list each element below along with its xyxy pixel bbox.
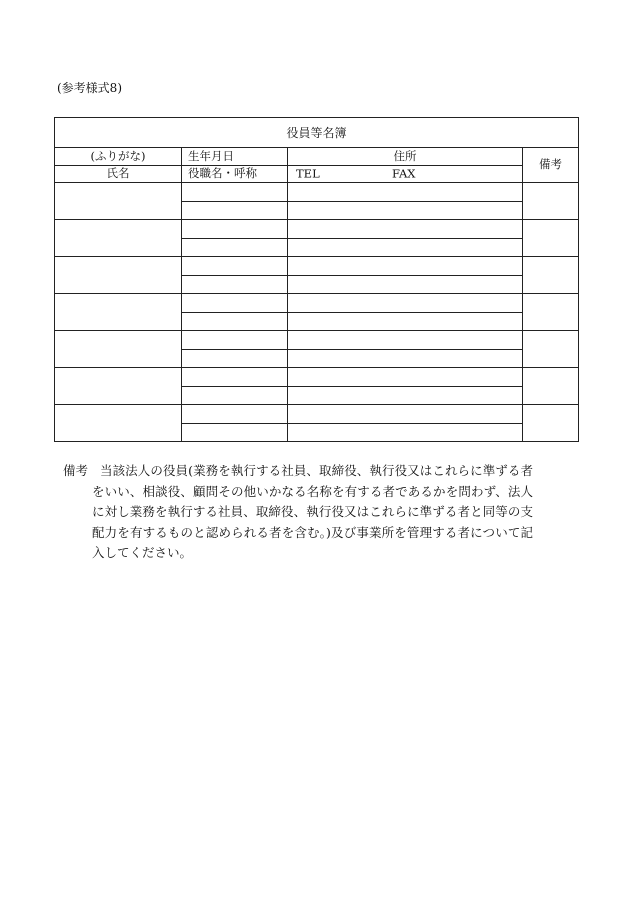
name-cell[interactable] <box>55 405 182 442</box>
remarks-text: 当該法人の役員(業務を執行する社員、取締役、執行役又はこれらに準ずる者をいい、相談役、顧問その他いかなる名称を有する者であるかを問わず、法人に対し業務を執行する社員、取締役、執行役又はこれらに準ずる者と同等の支配力を有するものと認められる者を含む。)及び事業所を管理する者について記入してください。 <box>92 463 533 560</box>
position-cell[interactable] <box>182 423 288 442</box>
name-cell[interactable] <box>55 183 182 220</box>
address-cell[interactable] <box>288 405 523 424</box>
table-row <box>55 220 579 239</box>
header-tel-fax <box>288 165 523 183</box>
name-cell[interactable] <box>55 294 182 331</box>
header-position: 役職名・呼称 <box>182 165 288 183</box>
address-cell[interactable] <box>288 257 523 276</box>
tel-fax-cell[interactable] <box>288 275 523 294</box>
remarks-cell[interactable] <box>523 405 579 442</box>
address-cell[interactable] <box>288 220 523 239</box>
birthdate-cell[interactable] <box>182 257 288 276</box>
tel-fax-cell[interactable] <box>288 312 523 331</box>
birthdate-cell[interactable] <box>182 183 288 202</box>
tel-fax-cell[interactable] <box>288 349 523 368</box>
table-row <box>55 294 579 313</box>
table-row <box>55 405 579 424</box>
position-cell[interactable] <box>182 312 288 331</box>
name-cell[interactable] <box>55 257 182 294</box>
form-label: (参考様式8) <box>57 81 122 95</box>
tel-fax-cell[interactable] <box>288 386 523 405</box>
table-row <box>55 331 579 350</box>
tel-fax-cell[interactable] <box>288 423 523 442</box>
position-cell[interactable] <box>182 349 288 368</box>
officer-roster-table <box>54 117 579 442</box>
position-cell[interactable] <box>182 386 288 405</box>
remarks-cell[interactable] <box>523 257 579 294</box>
name-cell[interactable] <box>55 331 182 368</box>
remarks-cell[interactable] <box>523 368 579 405</box>
table-row <box>55 368 579 387</box>
tel-fax-cell[interactable] <box>288 238 523 257</box>
position-cell[interactable] <box>182 201 288 220</box>
position-cell[interactable] <box>182 275 288 294</box>
birthdate-cell[interactable] <box>182 331 288 350</box>
header-birthdate: 生年月日 <box>182 148 288 166</box>
header-fax: FAX <box>392 166 416 180</box>
table-row <box>55 257 579 276</box>
header-furigana: (ふりがな) <box>55 148 182 166</box>
address-cell[interactable] <box>288 183 523 202</box>
position-cell[interactable] <box>182 238 288 257</box>
birthdate-cell[interactable] <box>182 405 288 424</box>
address-cell[interactable] <box>288 331 523 350</box>
table-row <box>55 183 579 202</box>
address-cell[interactable] <box>288 368 523 387</box>
remarks-cell[interactable] <box>523 294 579 331</box>
birthdate-cell[interactable] <box>182 220 288 239</box>
header-remarks: 備考 <box>523 148 579 183</box>
name-cell[interactable] <box>55 220 182 257</box>
name-cell[interactable] <box>55 368 182 405</box>
birthdate-cell[interactable] <box>182 294 288 313</box>
address-cell[interactable] <box>288 294 523 313</box>
birthdate-cell[interactable] <box>182 368 288 387</box>
header-tel: TEL <box>296 166 320 180</box>
remarks-cell[interactable] <box>523 183 579 220</box>
remarks-label: 備考 <box>63 463 89 478</box>
remarks-cell[interactable] <box>523 220 579 257</box>
header-name: 氏名 <box>55 165 182 183</box>
header-address: 住所 <box>288 148 523 166</box>
tel-fax-cell[interactable] <box>288 201 523 220</box>
remarks-cell[interactable] <box>523 331 579 368</box>
table-title: 役員等名簿 <box>55 118 579 148</box>
remarks-note <box>63 461 533 564</box>
